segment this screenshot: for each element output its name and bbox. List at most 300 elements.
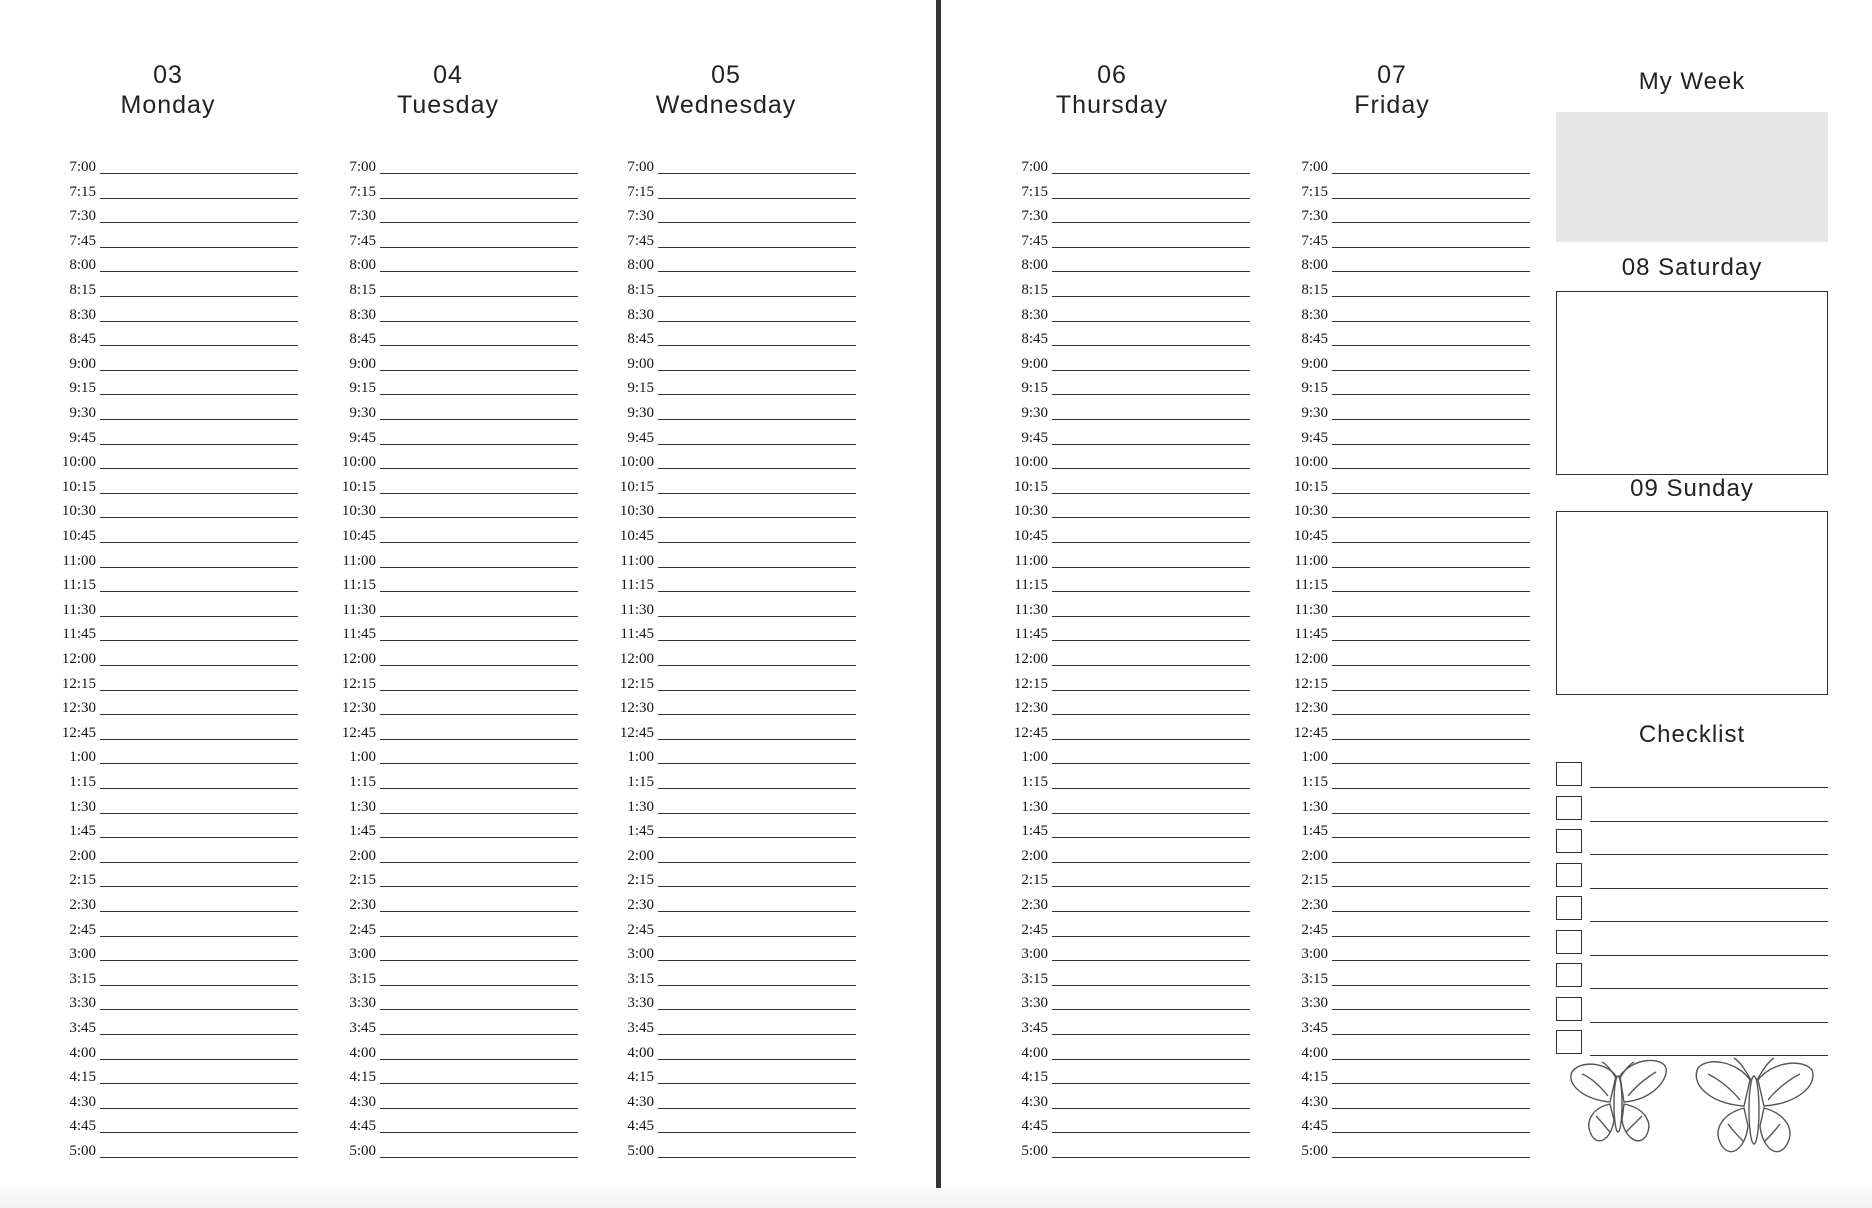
checklist-item[interactable] (1556, 963, 1828, 991)
time-label: 11:45 (1014, 626, 1048, 643)
time-slot[interactable] (614, 277, 868, 301)
time-slot[interactable] (56, 941, 310, 965)
time-slot[interactable] (614, 425, 868, 449)
time-slot[interactable] (56, 892, 310, 916)
time-slot[interactable] (1288, 351, 1542, 375)
time-slot[interactable] (1008, 548, 1262, 572)
time-slot[interactable] (1008, 941, 1262, 965)
time-slot[interactable] (336, 1113, 590, 1137)
writing-line (658, 1083, 856, 1084)
time-slot[interactable] (336, 572, 590, 596)
writing-line (100, 296, 298, 297)
time-slot[interactable] (1288, 695, 1542, 719)
time-label: 12:00 (1293, 651, 1328, 667)
time-slot[interactable] (1008, 302, 1262, 326)
time-slot[interactable] (1288, 203, 1542, 227)
writing-line (1332, 862, 1530, 863)
time-slot[interactable] (56, 425, 310, 449)
time-slot[interactable] (56, 154, 310, 178)
time-slot[interactable] (1008, 966, 1262, 990)
writing-line (1332, 813, 1530, 814)
time-slot[interactable] (614, 794, 868, 818)
time-slot[interactable] (56, 818, 310, 842)
time-slot[interactable] (614, 498, 868, 522)
time-slot[interactable] (1008, 794, 1262, 818)
time-label: 12:45 (61, 724, 96, 741)
time-slot[interactable] (1288, 597, 1542, 621)
time-slot[interactable] (336, 621, 590, 645)
time-slot[interactable] (614, 892, 868, 916)
checkbox[interactable] (1556, 829, 1582, 853)
time-slot[interactable] (1008, 597, 1262, 621)
time-slot[interactable] (336, 720, 590, 744)
writing-line (100, 616, 298, 617)
time-slot[interactable] (336, 326, 590, 350)
time-slot[interactable] (614, 1089, 868, 1113)
checkbox[interactable] (1556, 796, 1582, 820)
time-slot[interactable] (336, 548, 590, 572)
writing-line (380, 763, 578, 764)
time-slot[interactable] (614, 646, 868, 670)
time-slot[interactable] (614, 744, 868, 768)
time-slot[interactable] (1288, 179, 1542, 203)
time-slot[interactable] (1288, 1113, 1542, 1137)
time-slot[interactable] (336, 744, 590, 768)
time-slot[interactable] (1288, 375, 1542, 399)
writing-line (1332, 493, 1530, 494)
time-slot[interactable] (56, 302, 310, 326)
time-slot[interactable] (336, 1064, 590, 1088)
time-slot[interactable] (56, 277, 310, 301)
time-slot[interactable] (56, 228, 310, 252)
time-slot[interactable] (1288, 425, 1542, 449)
time-label: 4:30 (69, 1093, 96, 1110)
time-slot[interactable] (1008, 228, 1262, 252)
day-header (20, 60, 316, 120)
time-slot[interactable] (614, 597, 868, 621)
time-slot[interactable] (1008, 277, 1262, 301)
time-slot[interactable] (1288, 326, 1542, 350)
time-slot[interactable] (56, 597, 310, 621)
time-slot[interactable] (1008, 867, 1262, 891)
time-slot[interactable] (336, 843, 590, 867)
time-slot[interactable] (1008, 400, 1262, 424)
time-slot[interactable] (336, 867, 590, 891)
time-slot[interactable] (1008, 843, 1262, 867)
time-label: 3:30 (69, 995, 96, 1012)
time-slot[interactable] (336, 375, 590, 399)
writing-line (380, 960, 578, 961)
writing-line (658, 542, 856, 543)
time-slot[interactable] (56, 794, 310, 818)
time-slot[interactable] (336, 1089, 590, 1113)
time-label: 7:15 (349, 183, 376, 200)
time-slot[interactable] (614, 621, 868, 645)
time-slot[interactable] (56, 966, 310, 990)
time-label: 7:45 (1021, 232, 1048, 249)
time-slot[interactable] (56, 375, 310, 399)
time-slot[interactable] (1008, 203, 1262, 227)
sunday-box[interactable] (1556, 511, 1828, 695)
time-slot[interactable] (1008, 769, 1262, 793)
time-slot[interactable] (1008, 498, 1262, 522)
time-slot[interactable] (1008, 1064, 1262, 1088)
writing-line (1052, 763, 1250, 764)
time-slot[interactable] (336, 179, 590, 203)
time-slot[interactable] (336, 1138, 590, 1162)
writing-line (380, 936, 578, 937)
time-label: 4:45 (1301, 1118, 1328, 1135)
writing-line (100, 271, 298, 272)
time-slot[interactable] (336, 966, 590, 990)
time-slot[interactable] (56, 252, 310, 276)
writing-line (658, 517, 856, 518)
time-slot[interactable] (1288, 277, 1542, 301)
time-slot[interactable] (1008, 154, 1262, 178)
time-slot[interactable] (614, 671, 868, 695)
time-slot[interactable] (1288, 1015, 1542, 1039)
time-slot[interactable] (1008, 474, 1262, 498)
time-label: 3:00 (1301, 946, 1328, 963)
checklist-line (1590, 787, 1828, 788)
time-slot[interactable] (614, 154, 868, 178)
time-slot[interactable] (1288, 474, 1542, 498)
time-label: 8:15 (1021, 282, 1048, 298)
writing-line (380, 542, 578, 543)
time-slot[interactable] (1008, 1015, 1262, 1039)
writing-line (658, 1108, 856, 1109)
writing-line (658, 739, 856, 740)
time-slot[interactable] (614, 720, 868, 744)
time-label: 10:30 (1293, 503, 1328, 520)
time-slot[interactable] (56, 1040, 310, 1064)
time-slot[interactable] (1288, 843, 1542, 867)
time-slot[interactable] (614, 941, 868, 965)
time-slot[interactable] (1008, 990, 1262, 1014)
time-label: 7:30 (349, 208, 376, 225)
writing-line (1332, 911, 1530, 912)
time-slot[interactable] (1288, 498, 1542, 522)
time-slot[interactable] (1008, 572, 1262, 596)
time-slot[interactable] (1288, 917, 1542, 941)
time-slot[interactable] (1288, 1064, 1542, 1088)
time-slot[interactable] (1008, 818, 1262, 842)
saturday-box[interactable] (1556, 291, 1828, 475)
writing-line (1332, 1108, 1530, 1109)
time-label: 8:15 (349, 282, 376, 298)
time-slot[interactable] (1288, 154, 1542, 178)
time-slot[interactable] (614, 966, 868, 990)
time-slot[interactable] (614, 917, 868, 941)
time-slot[interactable] (1288, 400, 1542, 424)
time-slot[interactable] (336, 400, 590, 424)
time-slot[interactable] (1008, 449, 1262, 473)
time-slot[interactable] (614, 179, 868, 203)
time-slot[interactable] (1288, 621, 1542, 645)
time-slot[interactable] (336, 794, 590, 818)
time-slot[interactable] (1008, 523, 1262, 547)
time-slot[interactable] (614, 474, 868, 498)
time-slot[interactable] (336, 597, 590, 621)
time-slot[interactable] (614, 302, 868, 326)
day-column-wednesday (614, 60, 868, 1159)
time-slot[interactable] (56, 498, 310, 522)
time-label: 7:15 (627, 183, 654, 200)
time-slot[interactable] (56, 744, 310, 768)
time-slot[interactable] (56, 400, 310, 424)
time-slot[interactable] (1288, 671, 1542, 695)
writing-line (658, 370, 856, 371)
writing-line (1332, 271, 1530, 272)
checkbox[interactable] (1556, 1030, 1582, 1054)
time-slot[interactable] (56, 1138, 310, 1162)
time-slot[interactable] (1008, 351, 1262, 375)
writing-line (658, 665, 856, 666)
time-slot[interactable] (336, 941, 590, 965)
time-slot[interactable] (614, 449, 868, 473)
time-slot[interactable] (336, 917, 590, 941)
writing-line (1332, 591, 1530, 592)
time-slot[interactable] (1008, 744, 1262, 768)
time-slot[interactable] (1008, 1138, 1262, 1162)
time-label: 4:15 (69, 1069, 96, 1086)
time-slot[interactable] (1288, 252, 1542, 276)
time-slot[interactable] (56, 720, 310, 744)
writing-line (1052, 542, 1250, 543)
time-label: 2:15 (349, 872, 376, 889)
writing-line (100, 813, 298, 814)
time-slot[interactable] (336, 1040, 590, 1064)
time-slot[interactable] (1288, 941, 1542, 965)
my-week-box[interactable] (1556, 112, 1828, 242)
time-slot[interactable] (56, 449, 310, 473)
time-label: 3:30 (627, 995, 654, 1012)
writing-line (380, 886, 578, 887)
checklist-item[interactable] (1556, 997, 1828, 1025)
time-slot[interactable] (1008, 917, 1262, 941)
time-slot[interactable] (56, 843, 310, 867)
time-slot[interactable] (56, 695, 310, 719)
time-slot[interactable] (336, 277, 590, 301)
writing-line (658, 1059, 856, 1060)
day-name: Tuesday (397, 91, 499, 119)
time-label: 1:45 (627, 823, 654, 840)
time-slot[interactable] (1288, 523, 1542, 547)
time-slot[interactable] (56, 917, 310, 941)
time-slot[interactable] (336, 1015, 590, 1039)
time-label: 9:15 (1301, 380, 1328, 397)
time-slot[interactable] (1288, 646, 1542, 670)
time-slot[interactable] (336, 671, 590, 695)
time-slot[interactable] (1288, 794, 1542, 818)
time-slot[interactable] (56, 990, 310, 1014)
time-label: 1:00 (627, 749, 654, 766)
time-slot[interactable] (336, 203, 590, 227)
time-slot[interactable] (1288, 449, 1542, 473)
checklist-item[interactable] (1556, 829, 1828, 857)
checklist-item[interactable] (1556, 863, 1828, 891)
time-slot[interactable] (1288, 572, 1542, 596)
time-slot[interactable] (56, 572, 310, 596)
time-slot[interactable] (614, 695, 868, 719)
time-slot[interactable] (614, 523, 868, 547)
time-slot[interactable] (1008, 326, 1262, 350)
time-slot[interactable] (56, 548, 310, 572)
time-slot[interactable] (1008, 375, 1262, 399)
time-slot[interactable] (56, 203, 310, 227)
time-slot[interactable] (56, 523, 310, 547)
day-name: Wednesday (655, 91, 797, 119)
writing-line (658, 345, 856, 346)
writing-line (380, 296, 578, 297)
time-slot[interactable] (614, 1040, 868, 1064)
time-slot[interactable] (56, 621, 310, 645)
writing-line (100, 247, 298, 248)
time-label: 3:15 (69, 970, 96, 987)
time-slot[interactable] (614, 228, 868, 252)
time-slot[interactable] (336, 351, 590, 375)
time-slot[interactable] (56, 769, 310, 793)
time-slot[interactable] (56, 671, 310, 695)
time-slot[interactable] (1288, 1040, 1542, 1064)
time-label: 9:15 (69, 380, 96, 397)
time-slot[interactable] (614, 1064, 868, 1088)
checkbox[interactable] (1556, 997, 1582, 1021)
checkbox[interactable] (1556, 963, 1582, 987)
time-slot[interactable] (1008, 252, 1262, 276)
time-slot[interactable] (336, 302, 590, 326)
time-slot[interactable] (614, 843, 868, 867)
writing-line (100, 837, 298, 838)
time-slot[interactable] (336, 818, 590, 842)
time-slot[interactable] (614, 326, 868, 350)
time-slot[interactable] (1288, 1089, 1542, 1113)
time-slot[interactable] (1288, 1138, 1542, 1162)
checkbox[interactable] (1556, 896, 1582, 920)
time-slot[interactable] (336, 523, 590, 547)
time-slot[interactable] (614, 769, 868, 793)
time-slot[interactable] (1288, 302, 1542, 326)
writing-line (100, 960, 298, 961)
time-slot[interactable] (56, 1089, 310, 1113)
time-label: 5:00 (349, 1143, 376, 1159)
checkbox[interactable] (1556, 762, 1582, 786)
writing-line (380, 493, 578, 494)
time-slot[interactable] (1288, 990, 1542, 1014)
time-slot[interactable] (1288, 867, 1542, 891)
time-label: 11:30 (342, 601, 376, 618)
time-slot[interactable] (56, 1015, 310, 1039)
time-slot[interactable] (1008, 425, 1262, 449)
time-slot[interactable] (56, 1113, 310, 1137)
time-slot[interactable] (614, 990, 868, 1014)
checklist-item[interactable] (1556, 762, 1828, 790)
time-slot[interactable] (336, 474, 590, 498)
writing-line (658, 936, 856, 937)
time-slot[interactable] (336, 449, 590, 473)
time-slot[interactable] (614, 252, 868, 276)
time-slot[interactable] (56, 179, 310, 203)
time-slot[interactable] (614, 375, 868, 399)
time-slot[interactable] (56, 351, 310, 375)
time-slot[interactable] (614, 203, 868, 227)
time-slot[interactable] (56, 1064, 310, 1088)
checklist-item[interactable] (1556, 930, 1828, 958)
time-slot[interactable] (336, 646, 590, 670)
time-slot[interactable] (614, 400, 868, 424)
time-slot[interactable] (614, 548, 868, 572)
checklist-line (1590, 921, 1828, 922)
time-slot[interactable] (56, 474, 310, 498)
time-slot[interactable] (336, 498, 590, 522)
time-slot[interactable] (336, 425, 590, 449)
time-slot[interactable] (1008, 646, 1262, 670)
checkbox[interactable] (1556, 863, 1582, 887)
time-slot[interactable] (614, 867, 868, 891)
time-slot[interactable] (1008, 179, 1262, 203)
time-slot[interactable] (1008, 621, 1262, 645)
time-slot[interactable] (1008, 671, 1262, 695)
time-slot[interactable] (56, 326, 310, 350)
time-slot[interactable] (614, 572, 868, 596)
checklist-item[interactable] (1556, 796, 1828, 824)
time-slot[interactable] (336, 892, 590, 916)
time-slot[interactable] (1288, 228, 1542, 252)
time-slot[interactable] (614, 1138, 868, 1162)
time-slot[interactable] (336, 990, 590, 1014)
writing-line (380, 1132, 578, 1133)
time-slot[interactable] (56, 646, 310, 670)
time-slot[interactable] (1008, 1040, 1262, 1064)
time-slot[interactable] (336, 228, 590, 252)
time-slot[interactable] (336, 252, 590, 276)
time-label: 11:00 (342, 552, 376, 569)
time-slot[interactable] (336, 695, 590, 719)
time-slot[interactable] (1008, 1089, 1262, 1113)
time-label: 8:30 (627, 306, 654, 323)
writing-line (658, 296, 856, 297)
time-slot[interactable] (1288, 966, 1542, 990)
writing-line (100, 345, 298, 346)
time-slot[interactable] (1288, 744, 1542, 768)
time-slot[interactable] (1288, 892, 1542, 916)
writing-line (1052, 394, 1250, 395)
checklist-item[interactable] (1556, 896, 1828, 924)
time-label: 4:30 (1301, 1093, 1328, 1110)
time-slot[interactable] (1008, 695, 1262, 719)
time-slot[interactable] (1008, 892, 1262, 916)
time-slot[interactable] (1288, 769, 1542, 793)
checkbox[interactable] (1556, 930, 1582, 954)
time-slot[interactable] (614, 1015, 868, 1039)
writing-line (1332, 960, 1530, 961)
time-slot[interactable] (336, 769, 590, 793)
time-slot[interactable] (1288, 818, 1542, 842)
time-slot[interactable] (56, 867, 310, 891)
time-slot[interactable] (614, 351, 868, 375)
writing-line (1052, 173, 1250, 174)
time-slot[interactable] (1288, 548, 1542, 572)
writing-line (100, 1034, 298, 1035)
time-slot[interactable] (1288, 720, 1542, 744)
time-slot[interactable] (1008, 1113, 1262, 1137)
time-slot[interactable] (1008, 720, 1262, 744)
time-slot[interactable] (614, 818, 868, 842)
time-label: 2:30 (69, 897, 96, 913)
butterfly-icon (1690, 1054, 1818, 1162)
time-slot[interactable] (336, 154, 590, 178)
time-slot[interactable] (614, 1113, 868, 1137)
